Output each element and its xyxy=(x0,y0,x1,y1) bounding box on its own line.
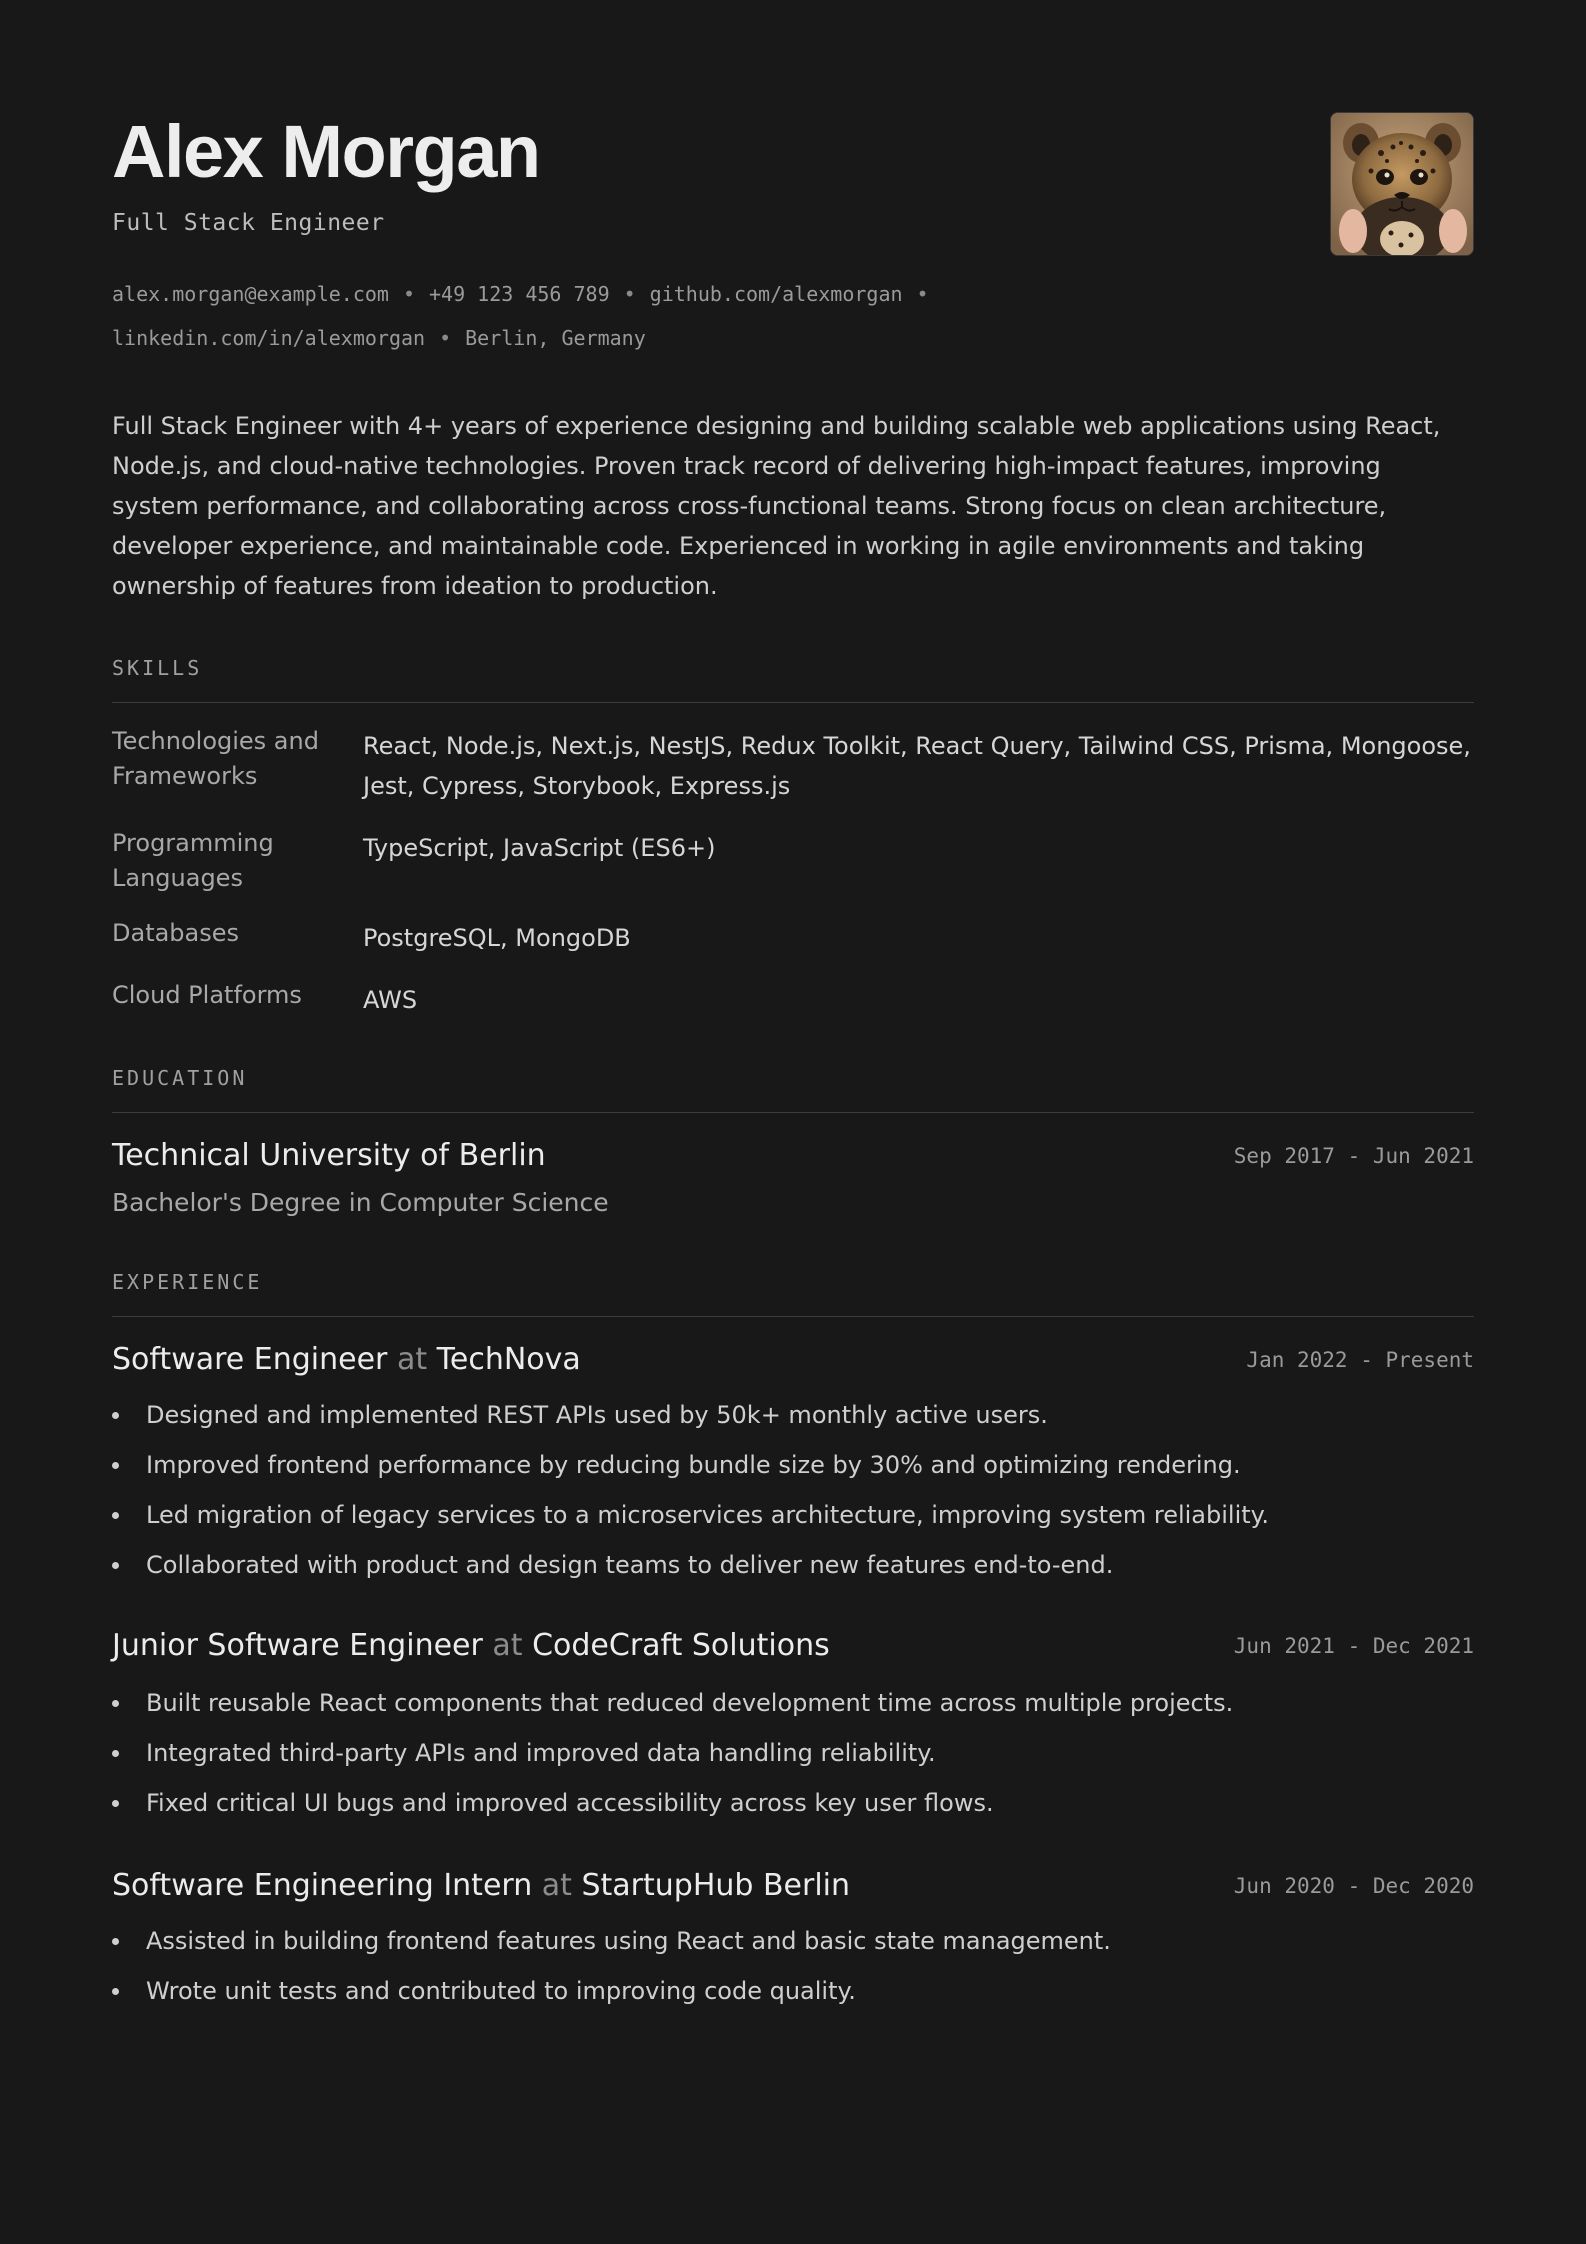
skill-label: Programming Languages xyxy=(112,829,274,892)
list-item: Collaborated with product and design teams to deliver new features end-to-end. xyxy=(112,1540,1474,1590)
contact-separator: • xyxy=(916,282,929,306)
contact-line xyxy=(112,272,1192,360)
experience-heading: EXPERIENCE xyxy=(112,1270,1474,1317)
contact-linkedin[interactable]: linkedin.com/in/alexmorgan xyxy=(112,326,426,350)
job-entry-codecraft xyxy=(112,1624,1474,1668)
contact-separator: • xyxy=(439,326,452,350)
skills-heading: SKILLS xyxy=(112,656,1474,703)
list-item: Built reusable React components that reduced development time across multiple projects. xyxy=(112,1678,1474,1728)
at-word: at xyxy=(396,1342,428,1377)
job-company: CodeCraft Solutions xyxy=(532,1628,830,1663)
education-dates: Sep 2017 - Jun 2021 xyxy=(1233,1144,1474,1168)
job-dates: Jun 2020 - Dec 2020 xyxy=(1233,1874,1474,1898)
job-title-line xyxy=(112,1624,830,1668)
education-heading: EDUCATION xyxy=(112,1066,1474,1113)
job-company: TechNova xyxy=(436,1342,581,1377)
candidate-name: Alex Morgan xyxy=(112,110,540,193)
job-dates: Jan 2022 - Present xyxy=(1246,1348,1474,1372)
skill-value: AWS xyxy=(363,986,418,1014)
job-company: StartupHub Berlin xyxy=(581,1868,851,1903)
job-dates: Jun 2021 - Dec 2021 xyxy=(1233,1634,1474,1658)
education-entry xyxy=(112,1134,1474,1178)
list-item: Improved frontend performance by reducing bundle size by 30% and optimizing rendering. xyxy=(112,1440,1474,1490)
list-item: Wrote unit tests and contributed to improving code quality. xyxy=(112,1966,1474,2016)
contact-email[interactable]: alex.morgan@example.com xyxy=(112,282,389,306)
contact-github[interactable]: github.com/alexmorgan xyxy=(649,282,903,306)
degree-name: Bachelor's Degree in Computer Science xyxy=(112,1188,609,1217)
job-entry-startuphub xyxy=(112,1864,1474,1908)
school-name: Technical University of Berlin xyxy=(112,1138,546,1173)
skill-label: Databases xyxy=(112,919,240,947)
skill-label: Cloud Platforms xyxy=(112,981,302,1009)
skill-value: PostgreSQL, MongoDB xyxy=(363,924,631,952)
contact-separator: • xyxy=(402,282,415,306)
skill-value: React, Node.js, Next.js, NestJS, Redux Toolkit, React Query, Tailwind CSS, Prisma, Mongoose, Jest, Cypress, Storybook, Express.js xyxy=(363,732,1471,800)
list-item: Assisted in building frontend features using React and basic state management. xyxy=(112,1916,1474,1966)
job-bullets xyxy=(112,1390,1474,1590)
cheetah-cub-avatar-icon xyxy=(1331,113,1473,255)
contact-phone[interactable]: +49 123 456 789 xyxy=(429,282,610,306)
contact-separator: • xyxy=(623,282,636,306)
contact-location: Berlin, Germany xyxy=(465,326,646,350)
job-title-line xyxy=(112,1864,850,1908)
at-word: at xyxy=(541,1868,572,1903)
skill-row xyxy=(112,916,1474,956)
resume-header xyxy=(112,0,1474,350)
profile-summary: Full Stack Engineer with 4+ years of experience designing and building scalable web applications using React, Node.js, and cloud-native technologies. Proven track record of delivering high-impact features, improving system performance, and collaborating across cross-functional teams. Strong focus on clean architecture, developer experience, and maintainable code. Experienced in working in agile environments and taking ownership of features from ideation to production. xyxy=(112,412,1441,600)
skill-row xyxy=(112,978,1474,1018)
job-title: Full Stack Engineer xyxy=(112,210,385,236)
job-bullets xyxy=(112,1916,1474,2016)
resume-page xyxy=(112,0,1474,2005)
job-entry-technova xyxy=(112,1338,1474,1382)
job-role: Software Engineering Intern xyxy=(112,1868,533,1903)
list-item: Led migration of legacy services to a microservices architecture, improving system reliability. xyxy=(112,1490,1474,1540)
skill-row xyxy=(112,826,1474,900)
skill-row xyxy=(112,724,1474,808)
job-role: Junior Software Engineer xyxy=(112,1628,483,1663)
job-title-line xyxy=(112,1338,581,1382)
at-word: at xyxy=(492,1628,523,1663)
list-item: Designed and implemented REST APIs used by 50k+ monthly active users. xyxy=(112,1390,1474,1440)
job-bullets xyxy=(112,1678,1474,1828)
job-role: Software Engineer xyxy=(112,1342,388,1377)
skill-label: Technologies and Frameworks xyxy=(112,727,319,790)
profile-photo xyxy=(1330,112,1474,256)
list-item: Fixed critical UI bugs and improved accessibility across key user flows. xyxy=(112,1778,1474,1828)
list-item: Integrated third-party APIs and improved data handling reliability. xyxy=(112,1728,1474,1778)
skill-value: TypeScript, JavaScript (ES6+) xyxy=(363,834,716,862)
